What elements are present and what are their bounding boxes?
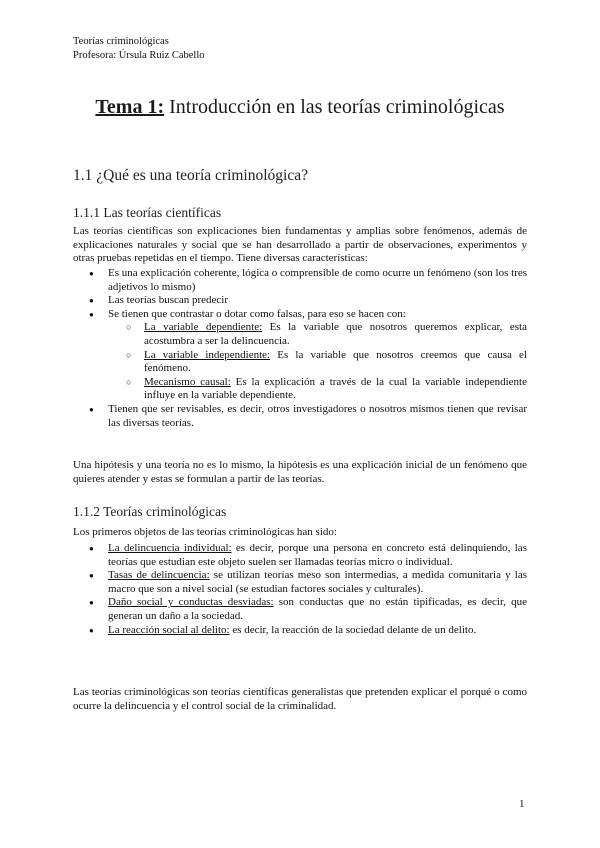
subsection-heading-1-1-1: 1.1.1 Las teorías científicas — [73, 205, 222, 220]
sublist-item: ○ La variable independiente: Es la variable que nosotros creemos que causa el fenómeno. — [108, 349, 527, 376]
term: La variable dependiente: — [144, 321, 263, 334]
sublist-item: ○ Mecanismo causal: Es la explicación a través de la cual la variable independiente influye en la variable dependiente. — [108, 376, 527, 403]
list-item: ● La reacción social al delito: es decir, la reacción de la sociedad delante de un delito. — [73, 624, 527, 638]
term: La delincuencia individual: — [108, 542, 232, 554]
list-item: ● Tasas de delincuencia: se utilizan teorías meso son intermedias, a medida comunitaria y las macro que son a nivel social (se estudian factores sociales y culturales). — [73, 569, 527, 596]
list-item: ● Daño social y conductas desviadas: son conductas que no están tipificadas, es decir, que generan un daño a la sociedad. — [73, 596, 527, 623]
term: Daño social y conductas desviadas: — [108, 596, 274, 609]
title-text: Introducción en las teorías criminológicas — [164, 96, 505, 118]
term: La reacción social al delito: — [108, 623, 230, 636]
subsection-heading-1-1-2: 1.1.2 Teorías criminológicas — [73, 504, 227, 519]
sublist-item: ○ La variable dependiente: Es la variable que nosotros queremos explicar, esta acostumbra a ser la delincuencia. — [108, 321, 527, 348]
list-item: ● Tienen que ser revisables, es decir, otros investigadores o nosotros mismos tienen que revisar las diversas teorías. — [73, 403, 527, 430]
variables-sublist — [108, 321, 527, 403]
paragraph-intro-1-1-2: Los primeros objetos de las teorías criminológicas han sido: — [73, 526, 337, 538]
term: Mecanismo causal: — [144, 375, 231, 388]
term: La variable independiente: — [144, 348, 271, 361]
page-title — [73, 94, 527, 121]
section-heading-1-1: 1.1 ¿Qué es una teoría criminológica? — [73, 167, 308, 184]
title-label: Tema 1: — [95, 96, 165, 118]
header-course: Teorías criminológicas — [73, 36, 169, 47]
paragraph-hypothesis: Una hipótesis y una teoría no es lo mismo, la hipótesis es una explicación inicial de un fenómeno que quieres atender y estas se formulan a partir de las teorías. — [73, 459, 527, 485]
term: Tasas de delincuencia: — [108, 569, 210, 582]
list-item: ● Las teorías buscan predecir — [73, 294, 527, 308]
list-item: ● La delincuencia individual: es decir, porque una persona en concreto está delinquiendo, las teorías que estudian este objeto suelen ser llamadas teorías micro o individual. — [73, 542, 527, 569]
list-item: ● Es una explicación coherente, lógica o comprensible de como ocurre un fenómeno (son los tres adjetivos lo mismo) — [73, 267, 527, 294]
paragraph-conclusion: Las teorías criminológicas son teorías científicas generalistas que pretenden explicar el porqué o como ocurre la delincuencia y el control social de la criminalidad. — [73, 686, 527, 712]
paragraph-intro-1-1-1: Las teorías científicas son explicaciones bien fundamentas y amplias sobre fenómenos, además de explicaciones naturales y social que se han desarrollado a partir de observaciones, experimentos y otras pruebas repetidas en el tiempo. Tiene diversas características: — [73, 225, 527, 265]
list-item: ● Se tienen que contrastar o dotar como falsas, para eso se hacen con: ○ La variable dependiente: Es la variable que nosotros queremos explicar, esta acostumbra a ser la delincuencia. ○ La variable independiente: Es la variable que nosotros creemos que causa el fenómeno. ○ Mecanismo causal: Es la explicación a través de la cual la variable independiente influye en la variable dependiente. — [73, 308, 527, 403]
page-number: 1 — [519, 798, 525, 810]
header-professor: Profesora: Úrsula Ruiz Cabello — [73, 50, 205, 61]
characteristics-list — [73, 267, 527, 430]
objects-list — [73, 542, 527, 637]
